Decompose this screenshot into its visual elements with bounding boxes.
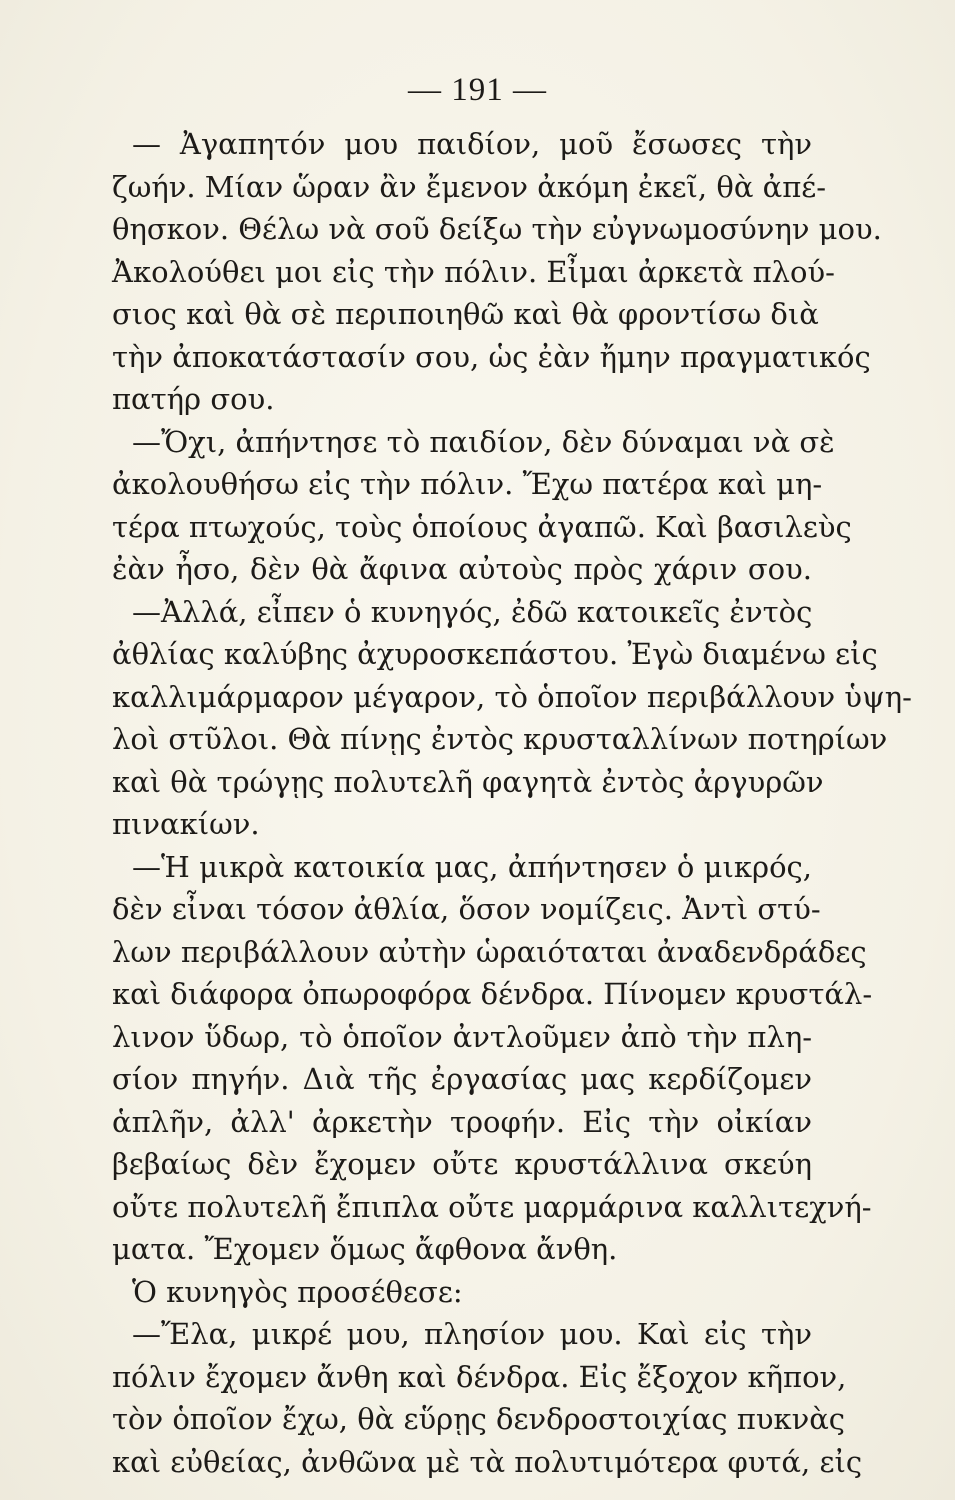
page-number: — 191 — [408,72,547,108]
text-line: —Ἡ μικρὰ κατοικία μας, ἀπήντησεν ὁ μικρός, [132,849,812,884]
text-line: Ἀκολούθει μοι εἰς τὴν πόλιν. Εἶμαι ἀρκετὰ πλού- [112,254,835,289]
text-line: ἀθλίας καλύβης ἀχυροσκεπάστου. Ἐγὼ διαμένω εἰς [112,637,878,671]
text-line: —Ὄχι, ἀπήντησε τὸ παιδίον, δὲν δύναμαι νὰ σὲ [132,424,835,459]
text-line: πατήρ σου. [112,382,275,416]
text-line: ζωήν. Μίαν ὥραν ἂν ἔμενον ἀκόμη ἐκεῖ, θὰ ἀπέ- [112,169,827,204]
text-line: οὔτε πολυτελῆ ἔπιπλα οὔτε μαρμάρινα καλλιτεχνή- [112,1189,872,1224]
text-line: καὶ θὰ τρώγῃς πολυτελῆ φαγητὰ ἐντὸς ἀργυρῶν [112,764,824,799]
text-line: σίον πηγήν. Διὰ τῆς ἐργασίας μας κερδίζομεν [112,1062,812,1096]
text-line: ματα. Ἔχομεν ὅμως ἄφθονα ἄνθη. [112,1232,618,1266]
text-line: πινακίων. [112,807,260,841]
text-line: τὴν ἀποκατάστασίν σου, ὡς ἐὰν ἤμην πραγματικός [112,339,871,374]
text-line: ἀκολουθήσω εἰς τὴν πόλιν. Ἔχω πατέρα καὶ μη- [112,467,823,501]
text-line: καλλιμάρμαρον μέγαρον, τὸ ὁποῖον περιβάλλουν ὑψη- [112,679,912,714]
body-text [112,123,912,1483]
text-line: βεβαίως δὲν ἔχομεν οὔτε κρυστάλλινα σκεύη [112,1147,812,1181]
text-line: λων περιβάλλουν αὐτὴν ὡραιόταται ἀναδενδράδες [112,934,867,969]
text-line: Ὁ κυνηγὸς προσέθεσε: [132,1274,463,1309]
text-line: πόλιν ἔχομεν ἄνθη καὶ δένδρα. Εἰς ἔξοχον κῆπον, [112,1359,847,1394]
text-line: καὶ διάφορα ὀπωροφόρα δένδρα. Πίνομεν κρυστάλ- [112,977,873,1011]
text-line: τὸν ὁποῖον ἔχω, θὰ εὕρῃς δενδροστοιχίας πυκνὰς [112,1402,846,1436]
text-line: — Ἀγαπητόν μου παιδίον, μοῦ ἔσωσες τὴν [132,127,812,161]
text-line: —Ἔλα, μικρέ μου, πλησίον μου. Καὶ εἰς τὴν [132,1317,812,1351]
text-line: τέρα πτωχούς, τοὺς ὁποίους ἀγαπῶ. Καὶ βασιλεὺς [112,509,852,544]
text-line: —Ἀλλά, εἶπεν ὁ κυνηγός, ἐδῶ κατοικεῖς ἐντὸς [132,594,813,629]
text-line: ἁπλῆν, ἀλλ' ἀρκετὴν τροφήν. Εἰς τὴν οἰκίαν [112,1104,812,1139]
text-line: θησκον. Θέλω νὰ σοῦ δείξω τὴν εὐγνωμοσύνην μου. [112,212,882,246]
text-line: σιος καὶ θὰ σὲ περιποιηθῶ καὶ θὰ φροντίσω διὰ [112,297,819,331]
text-line: λοὶ στῦλοι. Θὰ πίνῃς ἐντὸς κρυσταλλίνων ποτηρίων [112,722,888,756]
text-line: δὲν εἶναι τόσον ἀθλία, ὅσον νομίζεις. Ἀντὶ στύ- [112,892,821,926]
text-line: καὶ εὐθείας, ἀνθῶνα μὲ τὰ πολυτιμότερα φυτά, εἰς [112,1444,863,1479]
text-line: ἐὰν ἦσο, δὲν θὰ ἄφινα αὐτοὺς πρὸς χάριν σου. [112,552,812,586]
text-line: λινον ὕδωρ, τὸ ὁποῖον ἀντλοῦμεν ἀπὸ τὴν πλη- [112,1019,812,1054]
